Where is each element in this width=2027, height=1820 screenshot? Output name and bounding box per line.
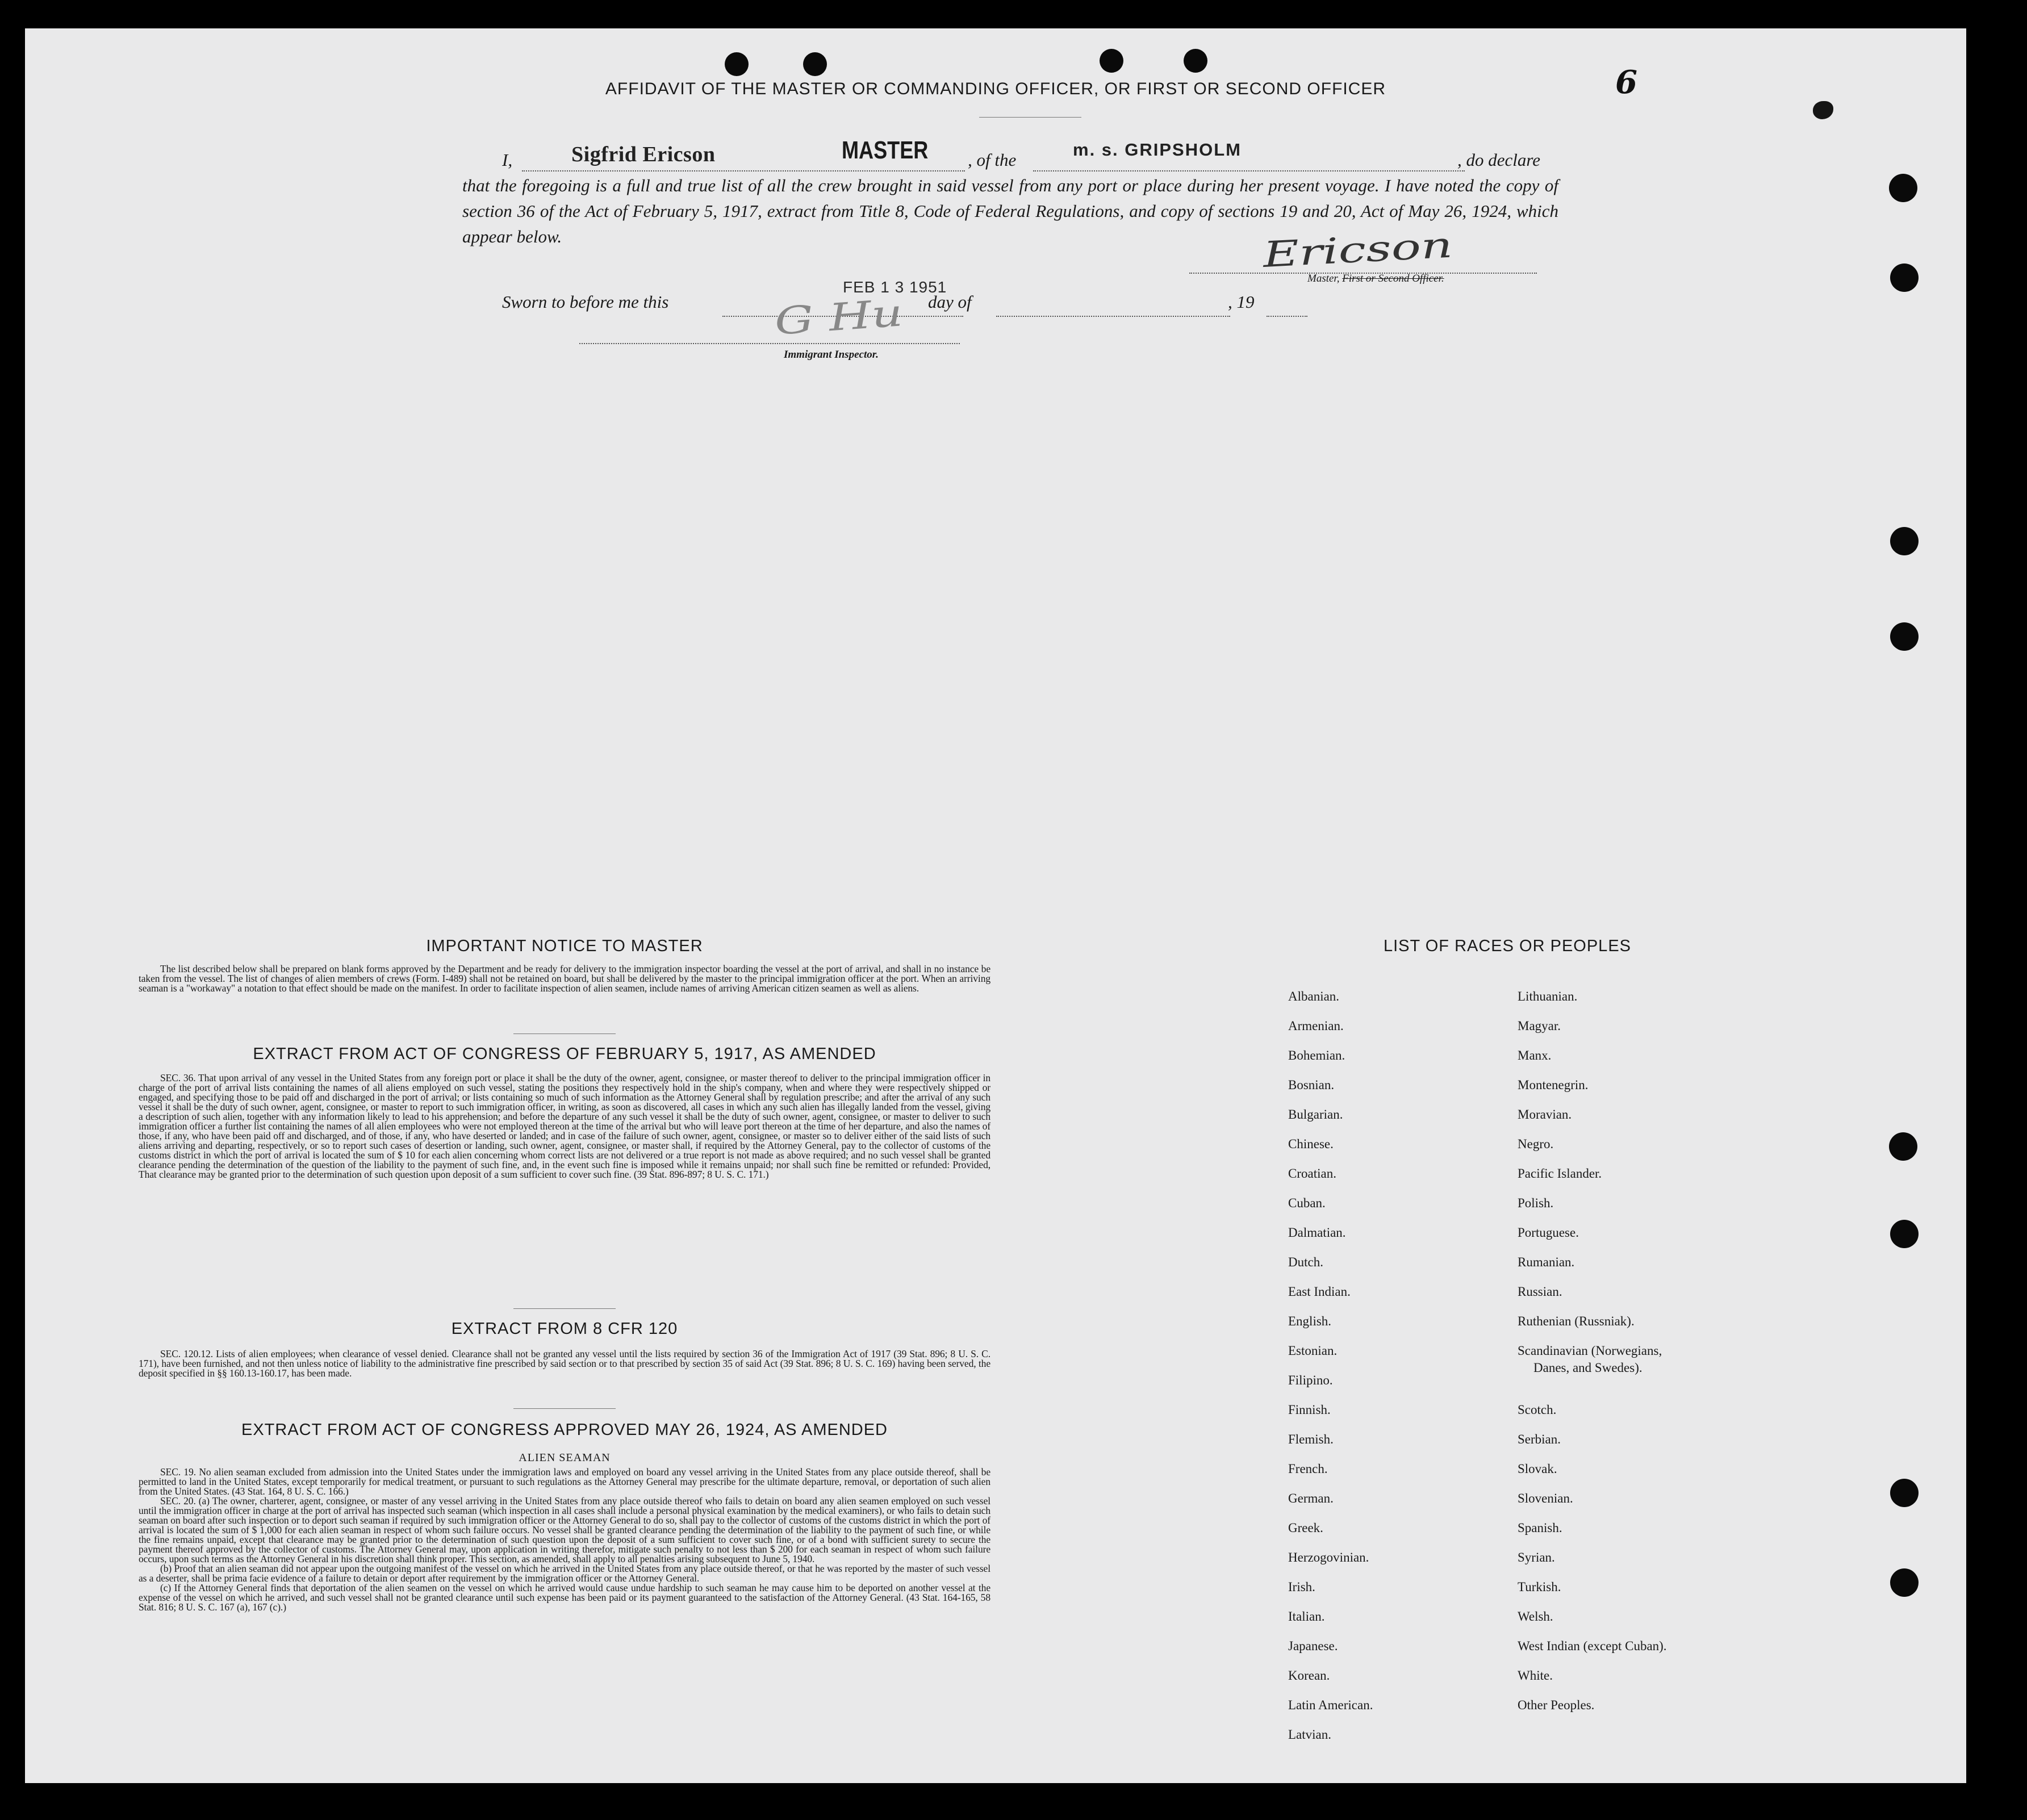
sec-120-12-paragraph: SEC. 120.12. Lists of alien employees; when clearance of vessel denied. Clearance shall not be granted any vessel until the lists required by section 36 of the Immigration Act of 1917 (39 Stat. 896; 8 U. S. C. 171), have been furnished, and not then unless notice of liability to the administrative fine prescribed by said section or to that prescribed by section 35 of said Act (39 Stat. 896; 8 U. S. C. 169) having been served, the deposit specified in §§ 160.13-160.17, has been made.	[139, 1348, 990, 1379]
day-of-text: day of	[928, 292, 972, 312]
punch-hole	[1890, 1479, 1919, 1507]
race-item: Ruthenian (Russniak).	[1518, 1314, 1635, 1328]
punch-hole	[803, 52, 827, 76]
notice-paragraph: The list described below shall be prepared on blank forms approved by the Department and be ready for delivery to the immigration inspector boarding the vessel at the port of arrival, and shall in no instance be taken from the vessel. The list of changes of alien members of crews (Form. I-489) shall not be retained on board, but shall be delivered by the master to the principal immigration officer at the port. When an arriving seaman is a "workaway" a notation to that effect should be made on the manifest. In order to facilitate inspection of alien seamen, include names of arriving American citizen seamen as well as aliens.	[139, 963, 990, 994]
punch-hole	[1100, 49, 1123, 73]
punch-hole	[1890, 1220, 1919, 1248]
declaration-body: that the foregoing is a full and true list of all the crew brought in said vessel from any port or place during her present voyage. I have noted the copy of section 36 of the Act of February 5, 1917, extract from Title 8, Code of Federal Regulations, and copy of sections 19 and 20, Act of May 26, 1924, which appear below.	[462, 175, 1558, 246]
race-item: Other Peoples.	[1518, 1698, 1595, 1712]
race-item: Scandinavian (Norwegians,	[1518, 1344, 1662, 1358]
extract-cfr-title: EXTRACT FROM 8 CFR 120	[451, 1320, 678, 1338]
race-item: Filipino.	[1288, 1373, 1333, 1387]
race-item: Flemish.	[1288, 1432, 1334, 1446]
race-item: Montenegrin.	[1518, 1078, 1589, 1092]
race-item: Dalmatian.	[1288, 1225, 1346, 1240]
ink-blot	[1813, 101, 1833, 119]
race-item: Welsh.	[1518, 1609, 1553, 1624]
sworn-prefix: Sworn to before me this	[502, 292, 669, 312]
struck-caption: First or Second Officer.	[1342, 273, 1444, 284]
race-item: English.	[1288, 1314, 1332, 1328]
section-divider	[513, 1408, 616, 1409]
year-prefix-text: , 19	[1228, 292, 1255, 312]
race-item: Manx.	[1518, 1048, 1552, 1062]
race-item: Portuguese.	[1518, 1225, 1579, 1240]
sworn-year-field	[1267, 295, 1307, 317]
race-item: Italian.	[1288, 1609, 1325, 1624]
officer-name: Sigfrid Ericson	[571, 143, 716, 166]
race-item: Croatian.	[1288, 1166, 1336, 1181]
extract-1924-text	[139, 1467, 990, 1612]
date-stamp: FEB 1 3 1951	[843, 278, 947, 296]
race-item: Latvian.	[1288, 1727, 1331, 1742]
section-divider	[513, 1308, 616, 1309]
of-the-text: , of the	[968, 150, 1017, 170]
race-item: Rumanian.	[1518, 1255, 1575, 1269]
sec-36-paragraph: SEC. 36. That upon arrival of any vessel in the United States from any foreign port or place it shall be the duty of the owner, agent, consignee, or master thereof to deliver to the principal immigration officer in charge of the port of arrival lists containing the names of all aliens employed on such vessel, stating the positions they respectively hold in the ship's company, when and where they were respectively shipped or engaged, and specifying those to be paid off and discharged in the port of arrival; or lists containing so much of such information as the Attorney General shall by regulation prescribe; and after the arrival of any such vessel it shall be the duty of such owner, agent, consignee, or master to report to such immigration officer, in writing, as soon as discovered, all cases in which any such alien has illegally landed from the vessel, giving a description of such alien, together with any information likely to lead to his apprehension; and before the departure of any such vessel it shall be the duty of such owner, agent, consignee, or master to deliver to such immigration officer a further list containing the names of all alien employees who were not employed thereon at the time of the arrival but who will leave port thereon at the time of her departure, and also the names of those, if any, who have been paid off and discharged, and of those, if any, who have deserted or landed; and in case of the failure of such owner, agent, consignee, or master so to deliver either of the said lists of such aliens arriving and departing, respectively, or so to report such cases of desertion or landing, such owner, agent, consignee, or master shall, if required by the Attorney General, pay to the collector of customs of the customs district in which the port of arrival is located the sum of $ 10 for each alien concerning whom correct lists are not delivered or a true report is not made as above required; and no such vessel shall be granted clearance pending the determination of the question of the liability to the payment of such fine, and, in the event such fine is imposed while it remains unpaid; nor shall such fine be remitted or refunded: Provided, That clearance may be granted prior to the determination of such question upon deposit of a sum sufficient to cover such fine. (39 Stat. 896-897; 8 U. S. C. 171.)	[139, 1072, 990, 1180]
race-item: Finnish.	[1288, 1403, 1331, 1417]
race-item: Bulgarian.	[1288, 1107, 1343, 1122]
notice-title: IMPORTANT NOTICE TO MASTER	[426, 937, 703, 955]
race-item: Herzogovinian.	[1288, 1550, 1369, 1564]
sec-20c-paragraph: (c) If the Attorney General finds that deportation of the alien seamen on the vessel on which he arrived would cause undue hardship to such seaman he may cause him to be deported on another vessel at the expense of the vessel on which he arrived, and such vessel shall not be granted clearance until such expense has been paid or its payment guaranteed to the satisfaction of the Attorney General. (43 Stat. 164-165, 58 Stat. 816; 8 U. S. C. 167 (a), 167 (c).)	[139, 1582, 990, 1613]
extract-1917-title: EXTRACT FROM ACT OF CONGRESS OF FEBRUARY 5, 1917, AS AMENDED	[253, 1045, 876, 1063]
race-item: Slovak.	[1518, 1462, 1557, 1476]
race-item: Armenian.	[1288, 1019, 1344, 1033]
race-item: Magyar.	[1518, 1019, 1561, 1033]
race-item: French.	[1288, 1462, 1328, 1476]
race-item: Russian.	[1518, 1285, 1562, 1299]
race-item: Dutch.	[1288, 1255, 1323, 1269]
extract-1924-title: EXTRACT FROM ACT OF CONGRESS APPROVED MAY 26, 1924, AS AMENDED	[241, 1421, 888, 1439]
punch-hole	[1184, 49, 1207, 73]
races-title: LIST OF RACES OR PEOPLES	[1383, 937, 1632, 955]
race-item: German.	[1288, 1491, 1334, 1505]
race-item: Moravian.	[1518, 1107, 1572, 1122]
notice-text	[139, 964, 990, 993]
document-page	[25, 28, 1966, 1783]
punch-hole	[1890, 1568, 1919, 1597]
inspector-caption: Immigrant Inspector.	[784, 349, 879, 361]
race-item: West Indian (except Cuban).	[1518, 1639, 1667, 1653]
race-item: Greek.	[1288, 1521, 1323, 1535]
race-item: Negro.	[1518, 1137, 1554, 1151]
race-item: Cuban.	[1288, 1196, 1326, 1210]
declaration-i: I,	[502, 150, 513, 170]
race-item: Albanian.	[1288, 989, 1340, 1003]
race-item: Danes, and Swedes).	[1533, 1361, 1643, 1375]
punch-hole	[1889, 174, 1917, 202]
race-item: Serbian.	[1518, 1432, 1561, 1446]
alien-seaman-subtitle: ALIEN SEAMAN	[519, 1451, 611, 1464]
race-item: Spanish.	[1518, 1521, 1562, 1535]
race-item: Lithuanian.	[1518, 989, 1578, 1003]
race-item: Bohemian.	[1288, 1048, 1345, 1062]
sec-19-paragraph: SEC. 19. No alien seaman excluded from admission into the United States under the immigration laws and employed on board any vessel arriving in the United States from any place outside thereof, shall be permitted to land in the United States, except temporarily for medical treatment, or pursuant to such regulations as the Attorney General may prescribe for the ultimate departure, removal, or deportation of such alien from the United States. (43 Stat. 164, 8 U. S. C. 166.)	[139, 1466, 990, 1497]
master-caption-label: Master,	[1307, 273, 1343, 284]
master-signature: Ericson	[1262, 224, 1454, 275]
do-declare-text: , do declare	[1457, 150, 1541, 170]
sec-20b-paragraph: (b) Proof that an alien seaman did not appear upon the outgoing manifest of the vessel on which he arrived in the United States from any place outside thereof, or that he was reported by the master of such vessel as a deserter, shall be prima facie evidence of a failure to detain or deport after requirement by the immigration officer or the Attorney General.	[139, 1563, 990, 1584]
title-divider	[979, 117, 1081, 118]
race-item: Turkish.	[1518, 1580, 1561, 1594]
race-item: Slovenian.	[1518, 1491, 1573, 1505]
punch-hole	[1890, 622, 1919, 651]
officer-rank: MASTER	[842, 136, 929, 164]
race-item: Estonian.	[1288, 1344, 1338, 1358]
vessel-name: m. s. GRIPSHOLM	[1073, 140, 1242, 160]
race-item: Korean.	[1288, 1668, 1330, 1683]
race-item: East Indian.	[1288, 1285, 1351, 1299]
punch-hole	[1890, 527, 1919, 555]
race-item: White.	[1518, 1668, 1553, 1683]
punch-hole	[1890, 263, 1919, 292]
race-item: Pacific Islander.	[1518, 1166, 1602, 1181]
sworn-month-field	[996, 295, 1230, 317]
master-caption	[1307, 273, 1444, 285]
race-item: Irish.	[1288, 1580, 1315, 1594]
race-item: Polish.	[1518, 1196, 1554, 1210]
extract-1917-text	[139, 1073, 990, 1179]
inspector-signature: G Hu	[773, 291, 905, 344]
race-item: Syrian.	[1518, 1550, 1555, 1564]
punch-hole	[1889, 1132, 1917, 1161]
race-item: Japanese.	[1288, 1639, 1338, 1653]
page-number-mark: 6	[1615, 64, 1637, 101]
affidavit-title: AFFIDAVIT OF THE MASTER OR COMMANDING OFFICER, OR FIRST OR SECOND OFFICER	[605, 80, 1386, 98]
punch-hole	[725, 52, 749, 76]
sec-20a-paragraph: SEC. 20. (a) The owner, charterer, agent, consignee, or master of any vessel arriving in the United States from any place outside thereof who fails to detain on board any alien seamen employed on such vessel until the immigration officer in charge at the port of arrival has inspected such seaman (which inspection in all cases shall include a personal physical examination by the medical examiners), or who fails to detain such seaman on board after such inspection or to deport such seaman if required by such immigration officer or the Attorney General to do so, shall pay to the collector of customs of the customs district in which the port of arrival is located the sum of $ 1,000 for each alien seaman in respect of whom such failure occurs. No vessel shall be granted clearance pending the determination of the liability to the payment of such fine, or while the fine remains unpaid, except that clearance may be granted prior to the determination of such question upon the deposit of a sum sufficient to cover such fine, or of a bond with sufficient surety to secure the payment thereof approved by the collector of customs. The Attorney General may, upon application in writing therefor, mitigate such penalty to not less than $ 200 for each seaman in respect of whom such failure occurs, upon such terms as the Attorney General in his discretion shall think proper. This section, as amended, shall apply to all penalties arising subsequent to June 5, 1940.	[139, 1495, 990, 1564]
extract-cfr-text	[139, 1349, 990, 1378]
race-item: Latin American.	[1288, 1698, 1373, 1712]
race-item: Bosnian.	[1288, 1078, 1335, 1092]
race-item: Scotch.	[1518, 1403, 1557, 1417]
race-item: Chinese.	[1288, 1137, 1334, 1151]
